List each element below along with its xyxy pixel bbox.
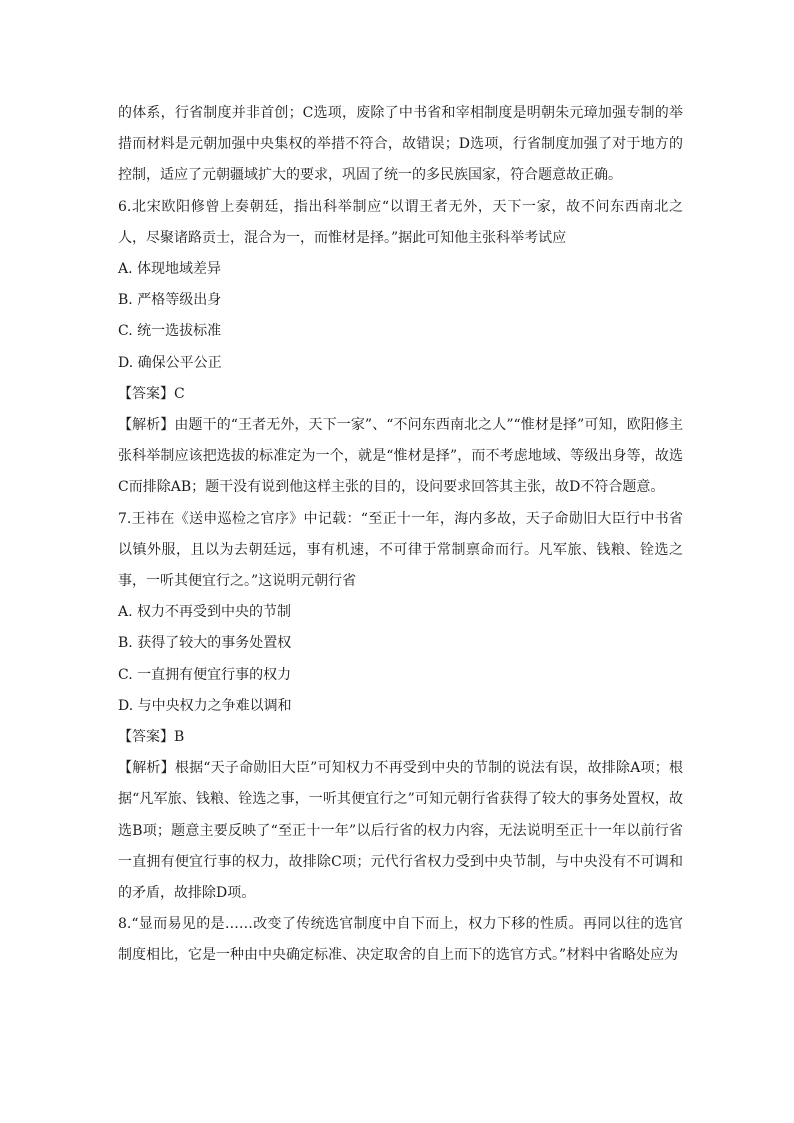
question-6-analysis: 【解析】由题干的“王者无外，天下一家”、“不问东西南北之人”“惟材是择”可知，欧阳修主张科举制应该把选拔的标准定为一个，就是“惟材是择”，而不考虑地域、等级出身等，故选C而排除AB；题干没有说到他这样主张的目的，设问要求回答其主张，故D不符合题意。 (118, 417, 683, 496)
question-7-option-d: D. 与中央权力之争难以调和 (118, 697, 292, 714)
question-7-stem: 7.王祎在《送申巡检之官序》中记载：“至正十一年，海内多故，天子命勋旧大臣行中书省以镇外服，且以为去朝廷远，事有机速，不可律于常制禀命而行。凡军旅、钱粮、铨选之事，一听其便宜行之。”这说明元朝行省 (118, 510, 683, 590)
question-6-option-d: D. 确保公平公正 (118, 354, 222, 371)
question-7-option-a: A. 权力不再受到中央的节制 (118, 604, 292, 621)
question-6-answer: 【答案】C (118, 385, 185, 402)
question-6-option-a: A. 体现地域差异 (118, 261, 222, 278)
question-6-option-b: B. 严格等级出身 (118, 292, 222, 309)
analysis-paragraph-5-end: 的体系，行省制度并非首创；C选项，废除了中书省和宰相制度是明朝朱元璋加强专制的举措而材料是元朝加强中央集权的举措不符合，故错误；D选项，行省制度加强了对于地方的控制，适应了元朝疆域扩大的要求，巩固了统一的多民族国家，符合题意故正确。 (118, 105, 683, 184)
question-7-option-b: B. 获得了较大的事务处置权 (118, 635, 292, 652)
document-body (118, 98, 683, 972)
question-6-option-c: C. 统一选拔标准 (118, 323, 222, 340)
question-6-stem: 6.北宋欧阳修曾上奏朝廷，指出科举制应“以谓王者无外，天下一家，故不问东西南北之人，尽聚诸路贡士，混合为一，而惟材是择。”据此可知他主张科举考试应 (118, 198, 683, 246)
question-7-answer: 【答案】B (118, 729, 185, 746)
question-7-analysis: 【解析】根据“天子命勋旧大臣”可知权力不再受到中央的节制的说法有误，故排除A项；根据“凡军旅、钱粮、铨选之事，一听其便宜行之”可知元朝行省获得了较大的事务处置权，故选B项；题意主要反映了“至正十一年”以后行省的权力内容，无法说明至正十一年以前行省一直拥有便宜行事的权力，故排除C项；元代行省权力受到中央节制，与中央没有不可调和的矛盾，故排除D项。 (118, 760, 683, 902)
question-8-stem: 8.“显而易见的是……改变了传统选官制度中自下而上，权力下移的性质。再同以往的选官制度相比，它是一种由中央确定标准、决定取舍的自上而下的选官方式。”材料中省略处应为 (118, 916, 683, 964)
question-7-option-c: C. 一直拥有便宜行事的权力 (118, 666, 292, 683)
